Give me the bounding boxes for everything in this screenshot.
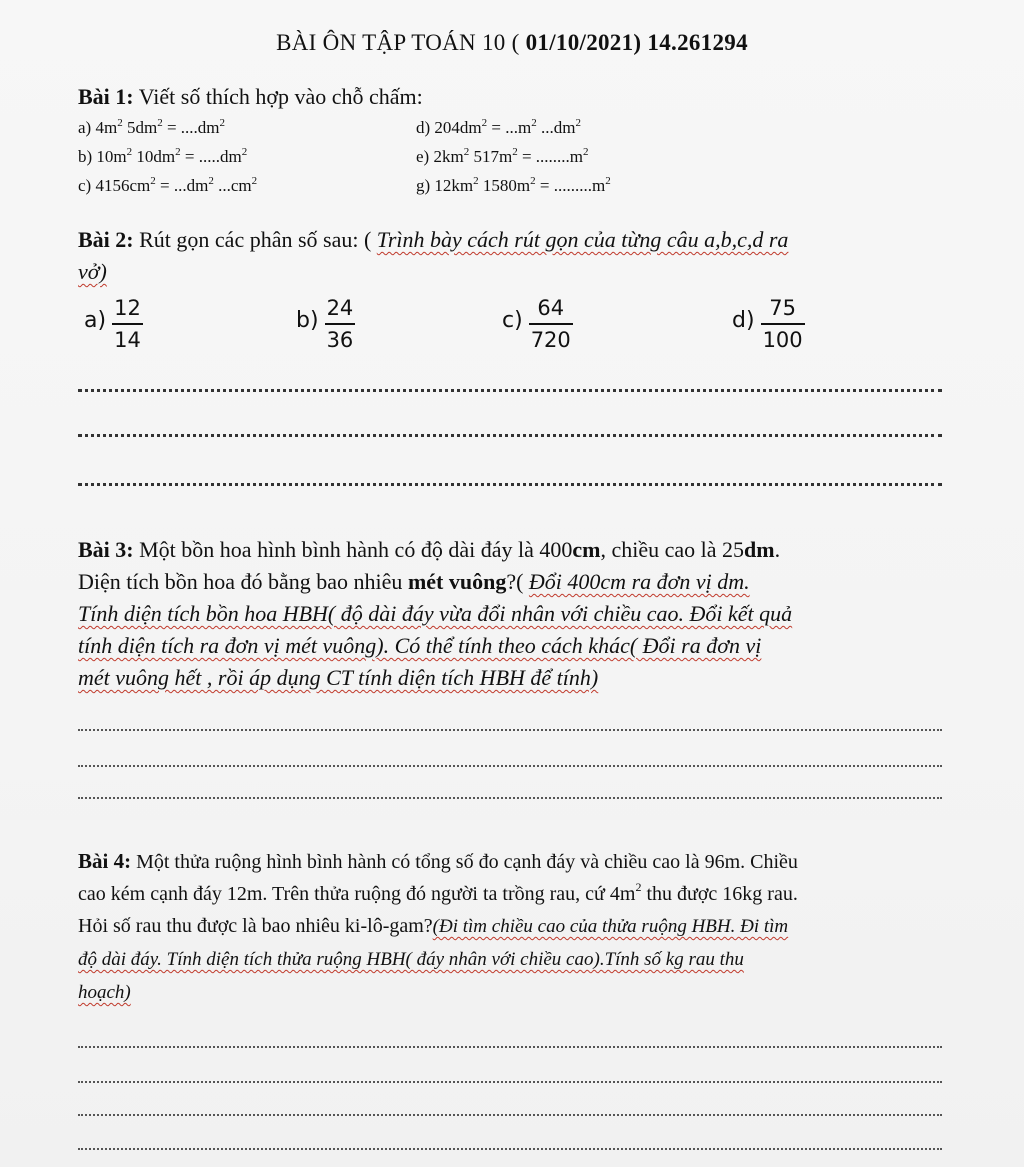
bai1-item-e: e) $2km^2$ $517m^2 = ........m^2$ xyxy=(416,146,589,166)
answer-line xyxy=(78,1114,942,1116)
bai1-item-b: b) $10m^2$ $10dm^2 = .....dm^2$ xyxy=(78,146,248,166)
answer-line xyxy=(78,797,942,799)
bai2-heading: Bài 2: Rút gọn các phân số sau: ( Trình bày cách rút gọn của từng câu a,b,c,d ra vở) xyxy=(78,227,789,284)
bai3-paragraph: Bài 3: Một bồn hoa hình bình hành có độ dài đáy là 400cm, chiều cao là 25dm. Diện tích bồn hoa đó bằng bao nhiêu mét vuông?( Đổi 400cm ra đơn vị dm. Tính diện tích bồn hoa HBH( độ dài đáy vừa đổi nhân với chiều cao. Đổi kết quả tính diện tích ra đơn vị mét vuông). Có thể tính theo cách khác( Đổi ra đơn vị mét vuông hết , rồi áp dụng CT tính diện tích HBH để tính) xyxy=(78,537,793,690)
fraction-b: b) $\frac{24}{36}$ xyxy=(296,296,354,352)
fraction-d: d) $\frac{75}{100}$ xyxy=(732,296,803,352)
bai1-item-g: g) $12km^2$ $1580m^2 = .........m^2$ xyxy=(416,175,611,195)
answer-line xyxy=(78,729,942,731)
page-title: BÀI ÔN TẬP TOÁN 10 ( 01/10/2021) 14.261294 xyxy=(276,30,748,55)
bai1-heading: Bài 1: Viết số thích hợp vào chỗ chấm: xyxy=(78,84,423,109)
answer-line xyxy=(78,1081,942,1083)
bai1-item-d: d) $204dm^2 = ...m^2$ $...dm^2$ xyxy=(416,117,581,137)
answer-line xyxy=(78,1148,942,1150)
fraction-a: a) $\frac{12}{14}$ xyxy=(84,296,141,352)
bai1-item-c: c) $4156cm^2 = ...dm^2$ $...cm^2$ xyxy=(78,175,258,195)
bai1-item-a: a) $4m^2$ $5dm^2 = ....dm^2$ xyxy=(78,117,225,137)
answer-line xyxy=(78,1046,942,1048)
answer-line xyxy=(78,389,942,392)
bai4-paragraph: Bài 4: Một thửa ruộng hình bình hành có tổng số đo cạnh đáy và chiều cao là 96m. Chiều cao kém cạnh đáy 12m. Trên thửa ruộng đó người ta trồng rau, cứ $4m^2$ thu được 16kg rau. Hỏi số rau thu được là bao nhiêu ki-lô-gam?(Đi tìm chiều cao của thửa ruộng HBH. Đi tìm độ dài đáy. Tính diện tích thửa ruộng HBH( đáy nhân với chiều cao).Tính số kg rau thu hoạch) xyxy=(78,849,798,1003)
fraction-c: c) $\frac{64}{720}$ xyxy=(502,296,571,352)
answer-line xyxy=(78,483,942,486)
answer-line xyxy=(78,434,942,437)
answer-line xyxy=(78,765,942,767)
